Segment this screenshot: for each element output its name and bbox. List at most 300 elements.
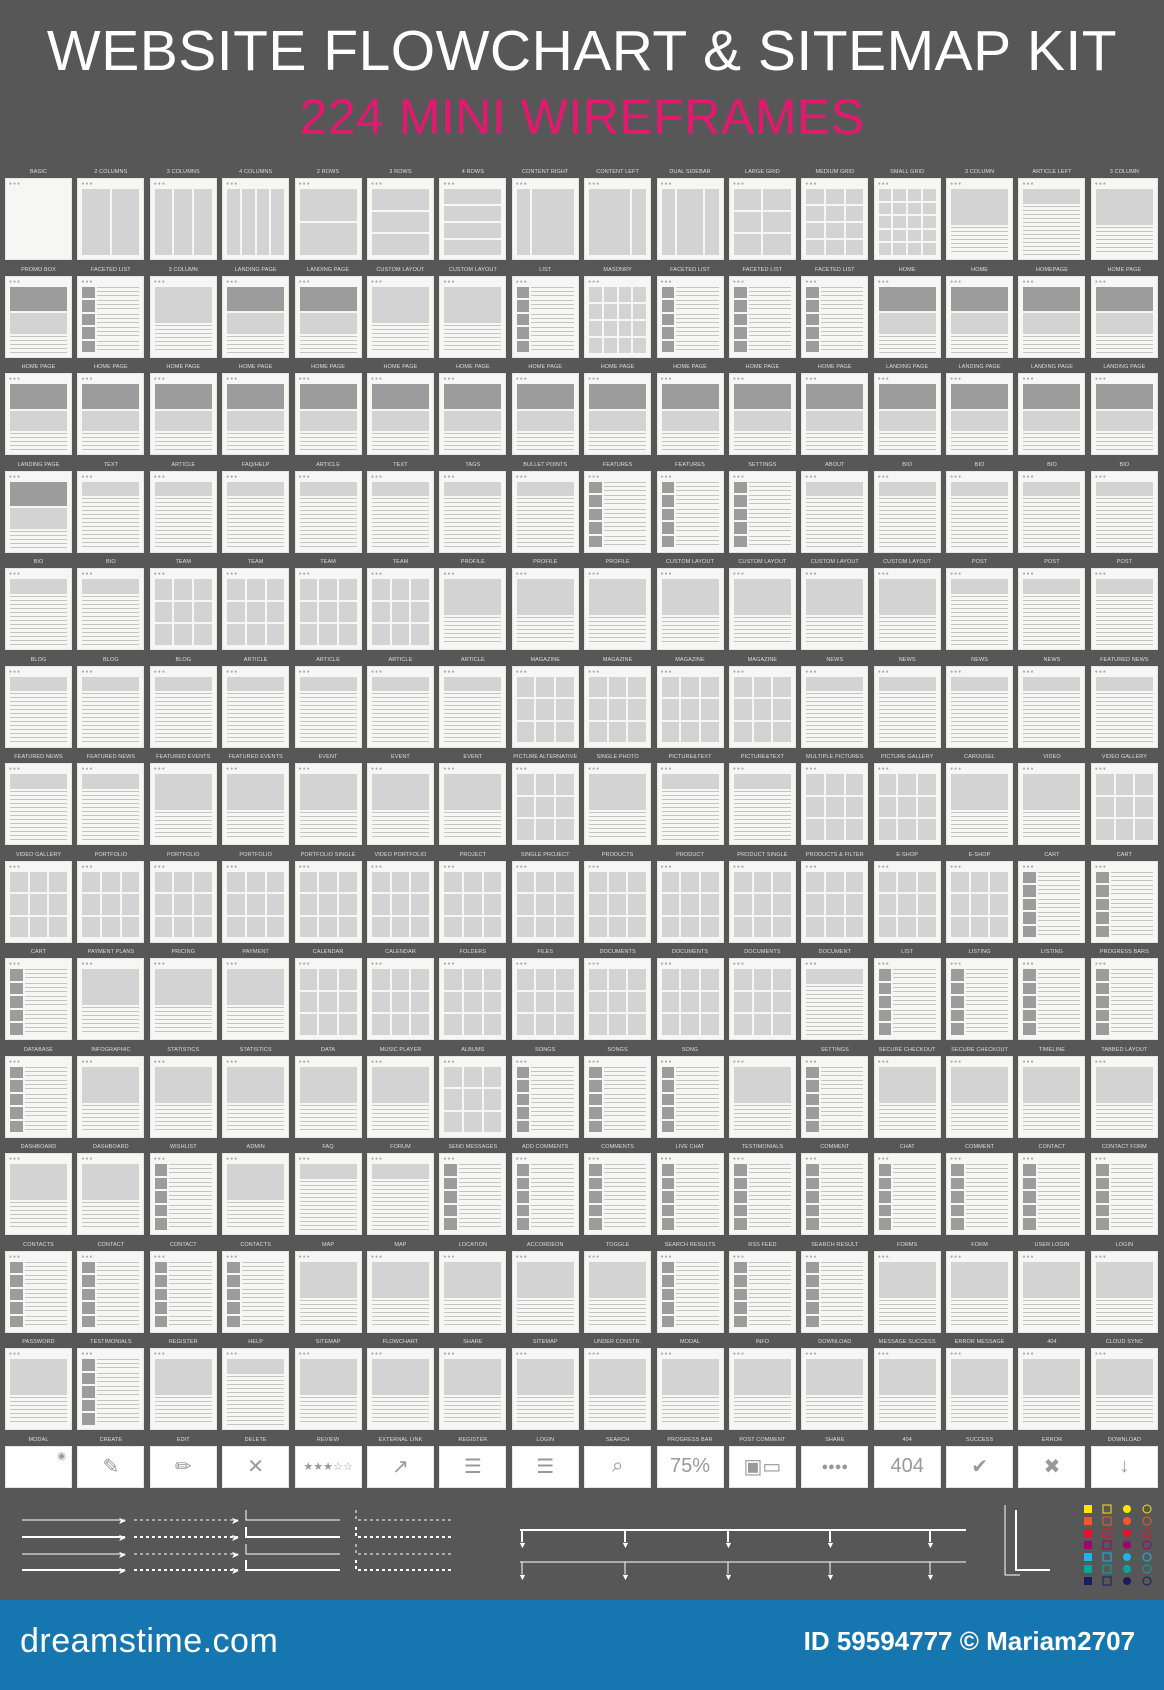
wireframe-faceted-list[interactable]: [801, 264, 868, 358]
wireframe-cart[interactable]: [5, 946, 72, 1040]
wireframe-tile[interactable]: [5, 178, 72, 260]
wireframe-magazine[interactable]: [729, 654, 796, 748]
wireframe-tile[interactable]: [1091, 178, 1158, 260]
wireframe-promo-box[interactable]: [5, 264, 72, 358]
icon-tile[interactable]: [222, 1446, 289, 1488]
wireframe-picture-text[interactable]: [729, 751, 796, 845]
wireframe-send-messages[interactable]: [439, 1141, 506, 1235]
wireframe-settings[interactable]: [801, 1044, 868, 1138]
icon-tile[interactable]: [874, 1446, 941, 1488]
wireframe-tile[interactable]: [439, 861, 506, 943]
wireframe-tile[interactable]: [1091, 763, 1158, 845]
wireframe-dual-sidebar[interactable]: [657, 166, 724, 260]
wireframe-tile[interactable]: [512, 958, 579, 1040]
wireframe-tile[interactable]: [657, 178, 724, 260]
wireframe-dashboard[interactable]: [77, 1141, 144, 1235]
wireframe-tile[interactable]: [439, 568, 506, 650]
wireframe-comment[interactable]: [946, 1141, 1013, 1235]
icon-tile[interactable]: [295, 1446, 362, 1488]
wireframe-tile[interactable]: [150, 1153, 217, 1235]
wireframe-tile[interactable]: [729, 1153, 796, 1235]
wireframe-login[interactable]: [1091, 1239, 1158, 1333]
wireframe-tile[interactable]: [946, 178, 1013, 260]
wireframe-tile[interactable]: [367, 1348, 434, 1430]
wireframe-documents[interactable]: [729, 946, 796, 1040]
wireframe-tile[interactable]: [77, 666, 144, 748]
wireframe-tile[interactable]: [657, 763, 724, 845]
wireframe-tile[interactable]: [439, 763, 506, 845]
wireframe-tile[interactable]: [222, 276, 289, 358]
icon-tile-delete[interactable]: [222, 1434, 289, 1488]
wireframe-basic[interactable]: [5, 166, 72, 260]
wireframe-statistics[interactable]: [222, 1044, 289, 1138]
icon-tile[interactable]: [77, 1446, 144, 1488]
wireframe-tile[interactable]: [946, 763, 1013, 845]
wireframe-tile[interactable]: [5, 1056, 72, 1138]
wireframe-faceted-list[interactable]: [657, 264, 724, 358]
wireframe-featured-news[interactable]: [1091, 654, 1158, 748]
wireframe-portfolio[interactable]: [77, 849, 144, 943]
wireframe-tile[interactable]: [222, 1251, 289, 1333]
wireframe-magazine[interactable]: [512, 654, 579, 748]
wireframe-tile[interactable]: [512, 1348, 579, 1430]
wireframe-home-page[interactable]: [657, 361, 724, 455]
wireframe-tile[interactable]: [150, 666, 217, 748]
wireframe-tile[interactable]: [801, 178, 868, 260]
wireframe-tile[interactable]: [512, 276, 579, 358]
wireframe-picture-text[interactable]: [657, 751, 724, 845]
wireframe-news[interactable]: [801, 654, 868, 748]
wireframe-tile[interactable]: [874, 861, 941, 943]
wireframe-tile[interactable]: [1091, 861, 1158, 943]
wireframe-tile[interactable]: [439, 178, 506, 260]
wireframe-tile[interactable]: [729, 1056, 796, 1138]
wireframe-tile[interactable]: [584, 1348, 651, 1430]
wireframe-forum[interactable]: [367, 1141, 434, 1235]
wireframe-landing-page[interactable]: [222, 264, 289, 358]
wireframe-tile[interactable]: [5, 276, 72, 358]
wireframe-tile[interactable]: [222, 373, 289, 455]
wireframe-faceted-list[interactable]: [77, 264, 144, 358]
wireframe-tile[interactable]: [657, 1348, 724, 1430]
icon-tile-external-link[interactable]: [367, 1434, 434, 1488]
wireframe-documents[interactable]: [584, 946, 651, 1040]
wireframe-list[interactable]: [874, 946, 941, 1040]
wireframe-tile[interactable]: [295, 1348, 362, 1430]
wireframe-tile[interactable]: [150, 1251, 217, 1333]
icon-tile-share[interactable]: [801, 1434, 868, 1488]
wireframe-tile[interactable]: [150, 1056, 217, 1138]
wireframe-secure-checkout[interactable]: [946, 1044, 1013, 1138]
icon-tile[interactable]: [5, 1446, 72, 1488]
wireframe-tile[interactable]: [150, 471, 217, 553]
wireframe-tile[interactable]: [946, 1251, 1013, 1333]
wireframe-home-page[interactable]: [222, 361, 289, 455]
wireframe-tile[interactable]: [729, 373, 796, 455]
icon-tile[interactable]: [729, 1446, 796, 1488]
wireframe-tile[interactable]: [801, 1153, 868, 1235]
wireframe-progress-bars[interactable]: [1091, 946, 1158, 1040]
wireframe-tile[interactable]: [512, 1056, 579, 1138]
wireframe-tile[interactable]: [367, 958, 434, 1040]
wireframe-tile[interactable]: [367, 178, 434, 260]
wireframe-pricing[interactable]: [150, 946, 217, 1040]
wireframe-modal[interactable]: [657, 1336, 724, 1430]
wireframe-magazine[interactable]: [657, 654, 724, 748]
wireframe-post[interactable]: [946, 556, 1013, 650]
wireframe-custom-layout[interactable]: [801, 556, 868, 650]
wireframe-product[interactable]: [657, 849, 724, 943]
wireframe-share[interactable]: [439, 1336, 506, 1430]
wireframe-tile[interactable]: [5, 666, 72, 748]
wireframe-event[interactable]: [439, 751, 506, 845]
wireframe-tile[interactable]: [1018, 568, 1085, 650]
wireframe-tile[interactable]: [874, 178, 941, 260]
wireframe-3-column[interactable]: [1091, 166, 1158, 260]
wireframe-tile[interactable]: [1091, 471, 1158, 553]
wireframe-calendar[interactable]: [295, 946, 362, 1040]
wireframe-blog[interactable]: [77, 654, 144, 748]
wireframe-tile[interactable]: [801, 666, 868, 748]
wireframe-bullet-points[interactable]: [512, 459, 579, 553]
wireframe-tile[interactable]: [946, 1348, 1013, 1430]
wireframe-project[interactable]: [439, 849, 506, 943]
wireframe-form[interactable]: [946, 1239, 1013, 1333]
wireframe-tile[interactable]: [801, 1251, 868, 1333]
wireframe-tabbed-layout[interactable]: [1091, 1044, 1158, 1138]
wireframe-tile[interactable]: [946, 958, 1013, 1040]
icon-tile[interactable]: [1018, 1446, 1085, 1488]
wireframe-tile[interactable]: [367, 276, 434, 358]
icon-tile-success[interactable]: [946, 1434, 1013, 1488]
wireframe-document[interactable]: [801, 946, 868, 1040]
wireframe-tile[interactable]: [439, 666, 506, 748]
wireframe-tile[interactable]: [5, 1348, 72, 1430]
wireframe-tile[interactable]: [5, 958, 72, 1040]
icon-tile[interactable]: [367, 1446, 434, 1488]
icon-tile[interactable]: [801, 1446, 868, 1488]
wireframe-2-rows[interactable]: [295, 166, 362, 260]
wireframe-tile[interactable]: [801, 861, 868, 943]
wireframe-profile[interactable]: [584, 556, 651, 650]
icon-tile-login[interactable]: [512, 1434, 579, 1488]
wireframe-data[interactable]: [295, 1044, 362, 1138]
wireframe-help[interactable]: [222, 1336, 289, 1430]
wireframe-timeline[interactable]: [1018, 1044, 1085, 1138]
wireframe-custom-layout[interactable]: [729, 556, 796, 650]
wireframe-tile[interactable]: [295, 568, 362, 650]
wireframe-article[interactable]: [439, 654, 506, 748]
wireframe-tile[interactable]: [295, 1153, 362, 1235]
wireframe-contact-form[interactable]: [1091, 1141, 1158, 1235]
wireframe-bio[interactable]: [1018, 459, 1085, 553]
wireframe-tile[interactable]: [946, 1056, 1013, 1138]
wireframe-tile[interactable]: [657, 1251, 724, 1333]
wireframe-tile[interactable]: [77, 861, 144, 943]
wireframe-error-message[interactable]: [946, 1336, 1013, 1430]
wireframe-tile[interactable]: [1018, 373, 1085, 455]
wireframe-tile[interactable]: [77, 178, 144, 260]
wireframe-tile[interactable]: [367, 373, 434, 455]
wireframe-home[interactable]: [874, 264, 941, 358]
wireframe-tile[interactable]: [5, 1153, 72, 1235]
wireframe-tile[interactable]: [367, 861, 434, 943]
wireframe-comments[interactable]: [584, 1141, 651, 1235]
wireframe-tile[interactable]: [77, 1251, 144, 1333]
wireframe-tile[interactable]: [874, 1056, 941, 1138]
wireframe-tile[interactable]: [150, 958, 217, 1040]
wireframe-home-page[interactable]: [439, 361, 506, 455]
wireframe-tile[interactable]: [295, 373, 362, 455]
icon-tile-search[interactable]: [584, 1434, 651, 1488]
icon-tile[interactable]: [150, 1446, 217, 1488]
wireframe-tile[interactable]: [1091, 1348, 1158, 1430]
wireframe-about[interactable]: [801, 459, 868, 553]
wireframe-tile[interactable]: [729, 471, 796, 553]
wireframe-portfolio-single[interactable]: [295, 849, 362, 943]
wireframe-article[interactable]: [150, 459, 217, 553]
wireframe-picture-alternative[interactable]: [512, 751, 579, 845]
dreamstime-logo[interactable]: dreamstime.com: [20, 1622, 279, 1660]
wireframe-portfolio[interactable]: [222, 849, 289, 943]
wireframe-tile[interactable]: [439, 1348, 506, 1430]
wireframe-tile[interactable]: [657, 373, 724, 455]
wireframe-register[interactable]: [150, 1336, 217, 1430]
wireframe-tags[interactable]: [439, 459, 506, 553]
wireframe-featured-events[interactable]: [222, 751, 289, 845]
wireframe-tile[interactable]: [946, 1153, 1013, 1235]
wireframe-team[interactable]: [150, 556, 217, 650]
wireframe-landing-page[interactable]: [295, 264, 362, 358]
wireframe-location[interactable]: [439, 1239, 506, 1333]
wireframe-tile[interactable]: [657, 568, 724, 650]
wireframe-tile[interactable]: [657, 666, 724, 748]
wireframe-tile[interactable]: [439, 373, 506, 455]
wireframe-tile[interactable]: [657, 471, 724, 553]
wireframe-tile[interactable]: [77, 763, 144, 845]
wireframe-landing-page[interactable]: [1018, 361, 1085, 455]
wireframe-tile[interactable]: [874, 471, 941, 553]
wireframe-tile[interactable]: [222, 568, 289, 650]
wireframe-wishlist[interactable]: [150, 1141, 217, 1235]
wireframe-tile[interactable]: [946, 276, 1013, 358]
wireframe-cart[interactable]: [1091, 849, 1158, 943]
wireframe-tile[interactable]: [801, 276, 868, 358]
wireframe-tile[interactable]: [150, 568, 217, 650]
wireframe-settings[interactable]: [729, 459, 796, 553]
wireframe-home-page[interactable]: [729, 361, 796, 455]
wireframe-single-photo[interactable]: [584, 751, 651, 845]
wireframe-tile[interactable]: [295, 861, 362, 943]
wireframe-tile[interactable]: [295, 1056, 362, 1138]
wireframe-contacts[interactable]: [5, 1239, 72, 1333]
wireframe-user-login[interactable]: [1018, 1239, 1085, 1333]
wireframe-products[interactable]: [584, 849, 651, 943]
wireframe-3-column[interactable]: [946, 166, 1013, 260]
wireframe-video[interactable]: [1018, 751, 1085, 845]
wireframe-tile[interactable]: [874, 1251, 941, 1333]
wireframe-featured-news[interactable]: [77, 751, 144, 845]
wireframe-tile[interactable]: [367, 568, 434, 650]
wireframe-homepage[interactable]: [1018, 264, 1085, 358]
icon-tile-error[interactable]: [1018, 1434, 1085, 1488]
wireframe-tile[interactable]: [222, 958, 289, 1040]
wireframe-tile[interactable]: [946, 568, 1013, 650]
wireframe-tile[interactable]: [584, 373, 651, 455]
wireframe-tile[interactable]: [1091, 958, 1158, 1040]
wireframe-database[interactable]: [5, 1044, 72, 1138]
wireframe-bio[interactable]: [5, 556, 72, 650]
wireframe-tile[interactable]: [512, 1153, 579, 1235]
wireframe-tile[interactable]: [222, 861, 289, 943]
wireframe-profile[interactable]: [512, 556, 579, 650]
wireframe-tile[interactable]: [584, 1056, 651, 1138]
wireframe-tile[interactable]: [657, 1153, 724, 1235]
wireframe-tile[interactable]: [801, 1348, 868, 1430]
wireframe-tile[interactable]: [946, 861, 1013, 943]
wireframe-tile[interactable]: [1018, 666, 1085, 748]
wireframe-tile[interactable]: [874, 1348, 941, 1430]
wireframe-faceted-list[interactable]: [729, 264, 796, 358]
wireframe-content-left[interactable]: [584, 166, 651, 260]
wireframe-tile[interactable]: [512, 373, 579, 455]
wireframe-map[interactable]: [367, 1239, 434, 1333]
wireframe-team[interactable]: [367, 556, 434, 650]
wireframe-event[interactable]: [295, 751, 362, 845]
wireframe-article[interactable]: [367, 654, 434, 748]
wireframe-home-page[interactable]: [150, 361, 217, 455]
wireframe-tile[interactable]: [729, 178, 796, 260]
wireframe-faq-help[interactable]: [222, 459, 289, 553]
wireframe-home-page[interactable]: [367, 361, 434, 455]
wireframe-custom-layout[interactable]: [367, 264, 434, 358]
wireframe-tile[interactable]: [5, 471, 72, 553]
wireframe-blog[interactable]: [5, 654, 72, 748]
wireframe-tile[interactable]: [512, 763, 579, 845]
wireframe-bio[interactable]: [77, 556, 144, 650]
wireframe-tile[interactable]: [222, 763, 289, 845]
wireframe-accordeon[interactable]: [512, 1239, 579, 1333]
wireframe-e-shop[interactable]: [946, 849, 1013, 943]
wireframe-3-rows[interactable]: [367, 166, 434, 260]
wireframe-tile[interactable]: [367, 1056, 434, 1138]
wireframe-tile[interactable]: [729, 1251, 796, 1333]
wireframe-tile[interactable]: [946, 471, 1013, 553]
wireframe-comment[interactable]: [801, 1141, 868, 1235]
wireframe-tile[interactable]: [1091, 568, 1158, 650]
wireframe-flowchart[interactable]: [367, 1336, 434, 1430]
wireframe-landing-page[interactable]: [1091, 361, 1158, 455]
wireframe-tile[interactable]: [584, 1153, 651, 1235]
wireframe-untitled[interactable]: [729, 1044, 796, 1138]
icon-tile-progress-bar[interactable]: [657, 1434, 724, 1488]
wireframe-sitemap[interactable]: [512, 1336, 579, 1430]
wireframe-video-gallery[interactable]: [1091, 751, 1158, 845]
wireframe-single-project[interactable]: [512, 849, 579, 943]
wireframe-bio[interactable]: [874, 459, 941, 553]
wireframe-tile[interactable]: [801, 373, 868, 455]
wireframe-albums[interactable]: [439, 1044, 506, 1138]
wireframe-music-player[interactable]: [367, 1044, 434, 1138]
wireframe-tile[interactable]: [801, 568, 868, 650]
wireframe-products-filter[interactable]: [801, 849, 868, 943]
wireframe-small-grid[interactable]: [874, 166, 941, 260]
icon-tile-404[interactable]: [874, 1434, 941, 1488]
wireframe-tile[interactable]: [1091, 1056, 1158, 1138]
icon-tile[interactable]: [657, 1446, 724, 1488]
icon-tile[interactable]: [946, 1446, 1013, 1488]
wireframe-secure-checkout[interactable]: [874, 1044, 941, 1138]
wireframe-folders[interactable]: [439, 946, 506, 1040]
wireframe-tile[interactable]: [657, 276, 724, 358]
wireframe-home-page[interactable]: [295, 361, 362, 455]
wireframe-download[interactable]: [801, 1336, 868, 1430]
wireframe-faq[interactable]: [295, 1141, 362, 1235]
wireframe-list[interactable]: [512, 264, 579, 358]
wireframe-tile[interactable]: [584, 276, 651, 358]
wireframe-tile[interactable]: [439, 1251, 506, 1333]
wireframe-tile[interactable]: [295, 471, 362, 553]
wireframe-tile[interactable]: [77, 1348, 144, 1430]
wireframe-tile[interactable]: [874, 958, 941, 1040]
wireframe-4-columns[interactable]: [222, 166, 289, 260]
wireframe-tile[interactable]: [729, 763, 796, 845]
wireframe-tile[interactable]: [5, 861, 72, 943]
wireframe-tile[interactable]: [77, 568, 144, 650]
wireframe-tile[interactable]: [150, 861, 217, 943]
wireframe-contacts[interactable]: [222, 1239, 289, 1333]
wireframe-tile[interactable]: [512, 1251, 579, 1333]
wireframe-multiple-pictures[interactable]: [801, 751, 868, 845]
wireframe-post[interactable]: [1091, 556, 1158, 650]
wireframe-tile[interactable]: [5, 568, 72, 650]
wireframe-contact[interactable]: [1018, 1141, 1085, 1235]
wireframe-tile[interactable]: [150, 763, 217, 845]
wireframe-tile[interactable]: [439, 276, 506, 358]
wireframe-tile[interactable]: [77, 373, 144, 455]
wireframe-home[interactable]: [946, 264, 1013, 358]
wireframe-search-results[interactable]: [657, 1239, 724, 1333]
wireframe-tile[interactable]: [5, 763, 72, 845]
wireframe-team[interactable]: [295, 556, 362, 650]
wireframe-text[interactable]: [367, 459, 434, 553]
icon-tile-create[interactable]: [77, 1434, 144, 1488]
wireframe-tile[interactable]: [295, 178, 362, 260]
wireframe-tile[interactable]: [77, 471, 144, 553]
wireframe-documents[interactable]: [657, 946, 724, 1040]
wireframe-home-page[interactable]: [1091, 264, 1158, 358]
wireframe-contact[interactable]: [150, 1239, 217, 1333]
wireframe-home-page[interactable]: [77, 361, 144, 455]
wireframe-tile[interactable]: [5, 1251, 72, 1333]
wireframe-large-grid[interactable]: [729, 166, 796, 260]
wireframe-tile[interactable]: [874, 373, 941, 455]
wireframe-tile[interactable]: [946, 373, 1013, 455]
wireframe-tile[interactable]: [1018, 861, 1085, 943]
wireframe-chat[interactable]: [874, 1141, 941, 1235]
wireframe-tile[interactable]: [584, 1251, 651, 1333]
wireframe-song[interactable]: [657, 1044, 724, 1138]
wireframe-tile[interactable]: [584, 666, 651, 748]
wireframe-featured-events[interactable]: [150, 751, 217, 845]
wireframe-tile[interactable]: [584, 568, 651, 650]
wireframe-add-comments[interactable]: [512, 1141, 579, 1235]
wireframe-tile[interactable]: [946, 666, 1013, 748]
wireframe-tile[interactable]: [584, 958, 651, 1040]
wireframe-tile[interactable]: [584, 471, 651, 553]
wireframe-landing-page[interactable]: [5, 459, 72, 553]
wireframe-video-portfolio[interactable]: [367, 849, 434, 943]
